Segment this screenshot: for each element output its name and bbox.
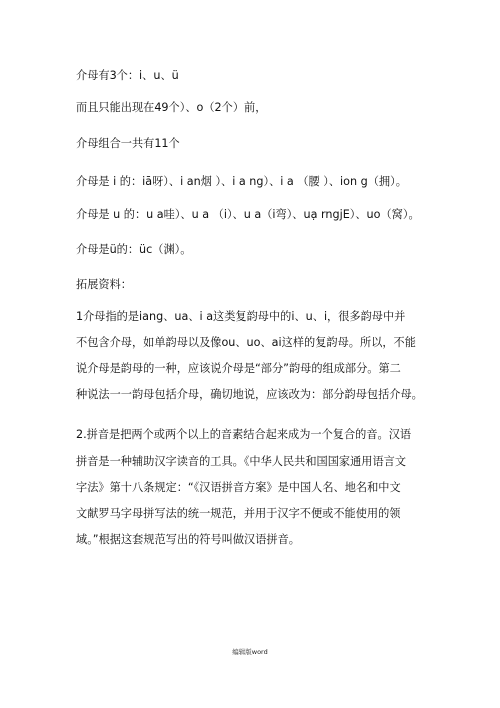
paragraph-line: 域。”根据这套规范写出的符号叫做汉语拼音。 <box>76 533 300 546</box>
line-medial-i: 介母是 i 的：iā呀）、i an烟 ）、i a ng）、i a （腰 ）、ion g（拥）。 <box>76 175 407 188</box>
paragraph-line: 不包含介母，如单韵母以及像ou、uo、ai这样的复韵母。所以，不能 <box>76 336 416 349</box>
paragraph-line: 种说法一一韵母包括介母，确切地说，应该改为：部分韵母包括介母。 <box>76 388 423 401</box>
paragraph-line: 文献罗马字母拼写法的统一规范，并用于汉字不便或不能使用的领 <box>76 507 401 520</box>
line-medial-v: 介母是ü的：üc（渊）。 <box>76 243 192 256</box>
paragraph-line: 字法》第十八条规定：“《汉语拼音方案》是中国人名、地名和中文 <box>76 481 401 494</box>
paragraph-line: 拼音是一种辅助汉字读音的工具。《中华人民共和国国家通用语言文 <box>76 455 407 468</box>
page-footer: 编辑版word <box>232 648 268 656</box>
line-extended-heading: 拓展资料： <box>76 278 132 291</box>
paragraph-line: 2.拼音是把两个或两个以上的音素结合起来成为一个复合的音。汉语 <box>76 428 412 441</box>
paragraph-line: 1介母指的是iang、ua、i a这类复韵母中的i、u、i，很多韵母中并 <box>76 310 406 323</box>
paragraph-line: 说介母是韵母的一种，应该说介母是“部分”韵母的组成部分。第二 <box>76 362 401 375</box>
line-combination-count: 介母组合一共有11个 <box>76 137 180 150</box>
line-medial-u: 介母是 u 的：u a哇）、u a （i）、u a（i弯）、uạ rngjE）、uo（窝）。 <box>76 208 420 221</box>
line-medial-count: 介母有3个：i、u、ü <box>76 69 179 82</box>
line-occurrence: 而且只能出现在49个）、o（2个）前， <box>76 101 267 114</box>
